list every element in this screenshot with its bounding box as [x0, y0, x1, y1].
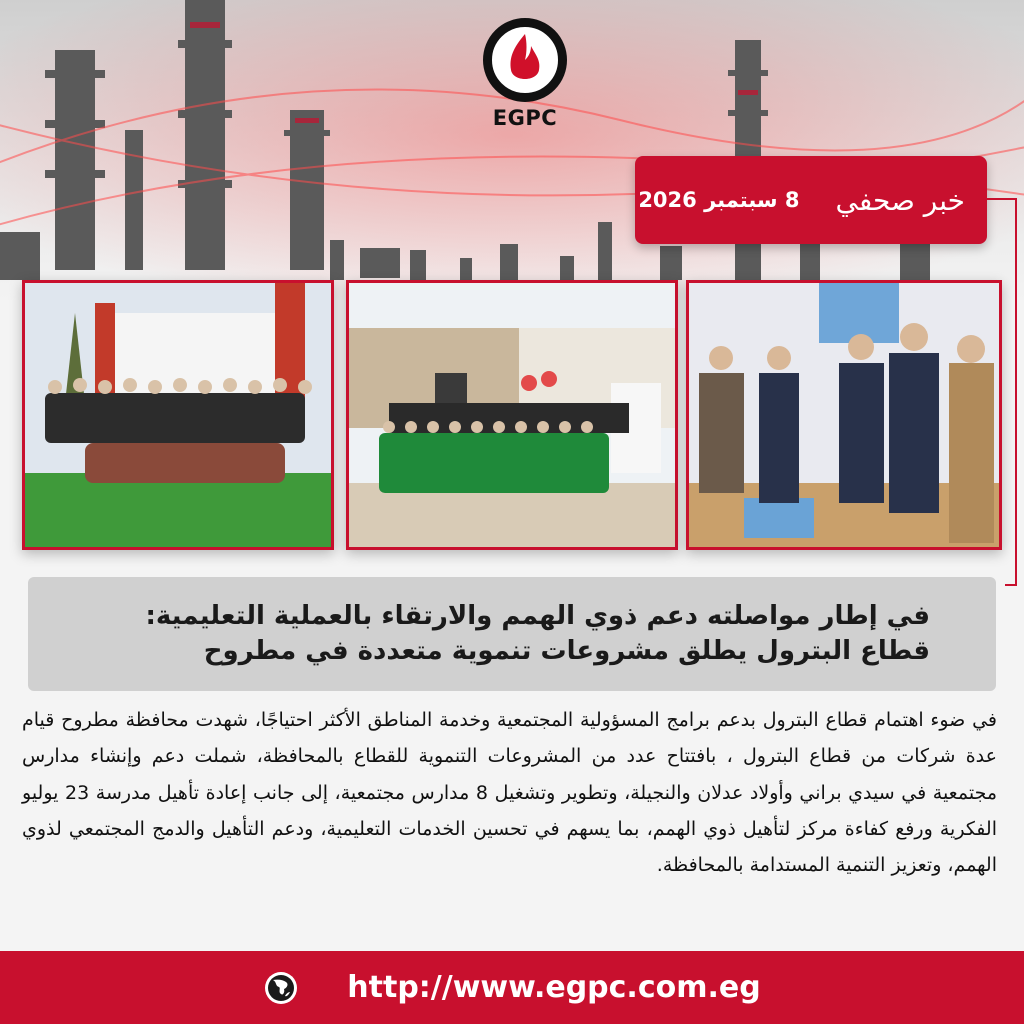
event-group-photo-icon [25, 283, 331, 547]
classroom-visit-photo-icon [689, 283, 999, 547]
footer-bar [0, 951, 1024, 1024]
photo-event-group [22, 280, 334, 550]
article-body: في ضوء اهتمام قطاع البترول بدعم برامج المسؤولية المجتمعية وخدمة المناطق الأكثر احتياجًا، شهدت محافظة مطروح قيام عدة شركات من قطاع البترول ، بافتتاح عدد من المشروعات التنموية للقطاع بالمحافظة، شملت دعم وإنشاء مدارس مجتمعية في سيدي براني وأولاد عدلان والنجيلة، وتطوير وتشغيل 8 مدارس مجتمعية، إلى جانب إعادة تأهيل مدرسة 23 يوليو الفكرية ورفع كفاءة مركز لتأهيل ذوي الهمم، بما يسهم في تحسين الخدمات التعليمية، ودعم التأهيل والدمج المجتمعي لذوي الهمم، وتعزيز التنمية المستدامة بالمحافظة. [22, 709, 998, 877]
globe-icon [263, 970, 299, 1006]
headline-line-1: في إطار مواصلته دعم ذوي الهمم والارتقاء بالعملية التعليمية: [145, 600, 930, 631]
accent-bracket [1005, 198, 1017, 586]
website-link[interactable]: http://www.egpc.com.eg [347, 970, 761, 1005]
news-date: 8 سبتمبر 2026 [638, 188, 800, 212]
news-tag [635, 156, 987, 244]
headline-line-2: قطاع البترول يطلق مشروعات تنموية متعددة في مطروح [203, 636, 930, 666]
accent-line [987, 198, 1007, 200]
headline-box [28, 577, 996, 691]
logo-text: EGPC [492, 106, 558, 130]
photo-classroom-visit [686, 280, 1002, 550]
egpc-logo [475, 18, 575, 128]
school-students-photo-icon [349, 283, 675, 547]
news-kind-label: خبر صحفي [835, 183, 965, 217]
flame-icon [483, 18, 567, 102]
photo-school-students [346, 280, 678, 550]
